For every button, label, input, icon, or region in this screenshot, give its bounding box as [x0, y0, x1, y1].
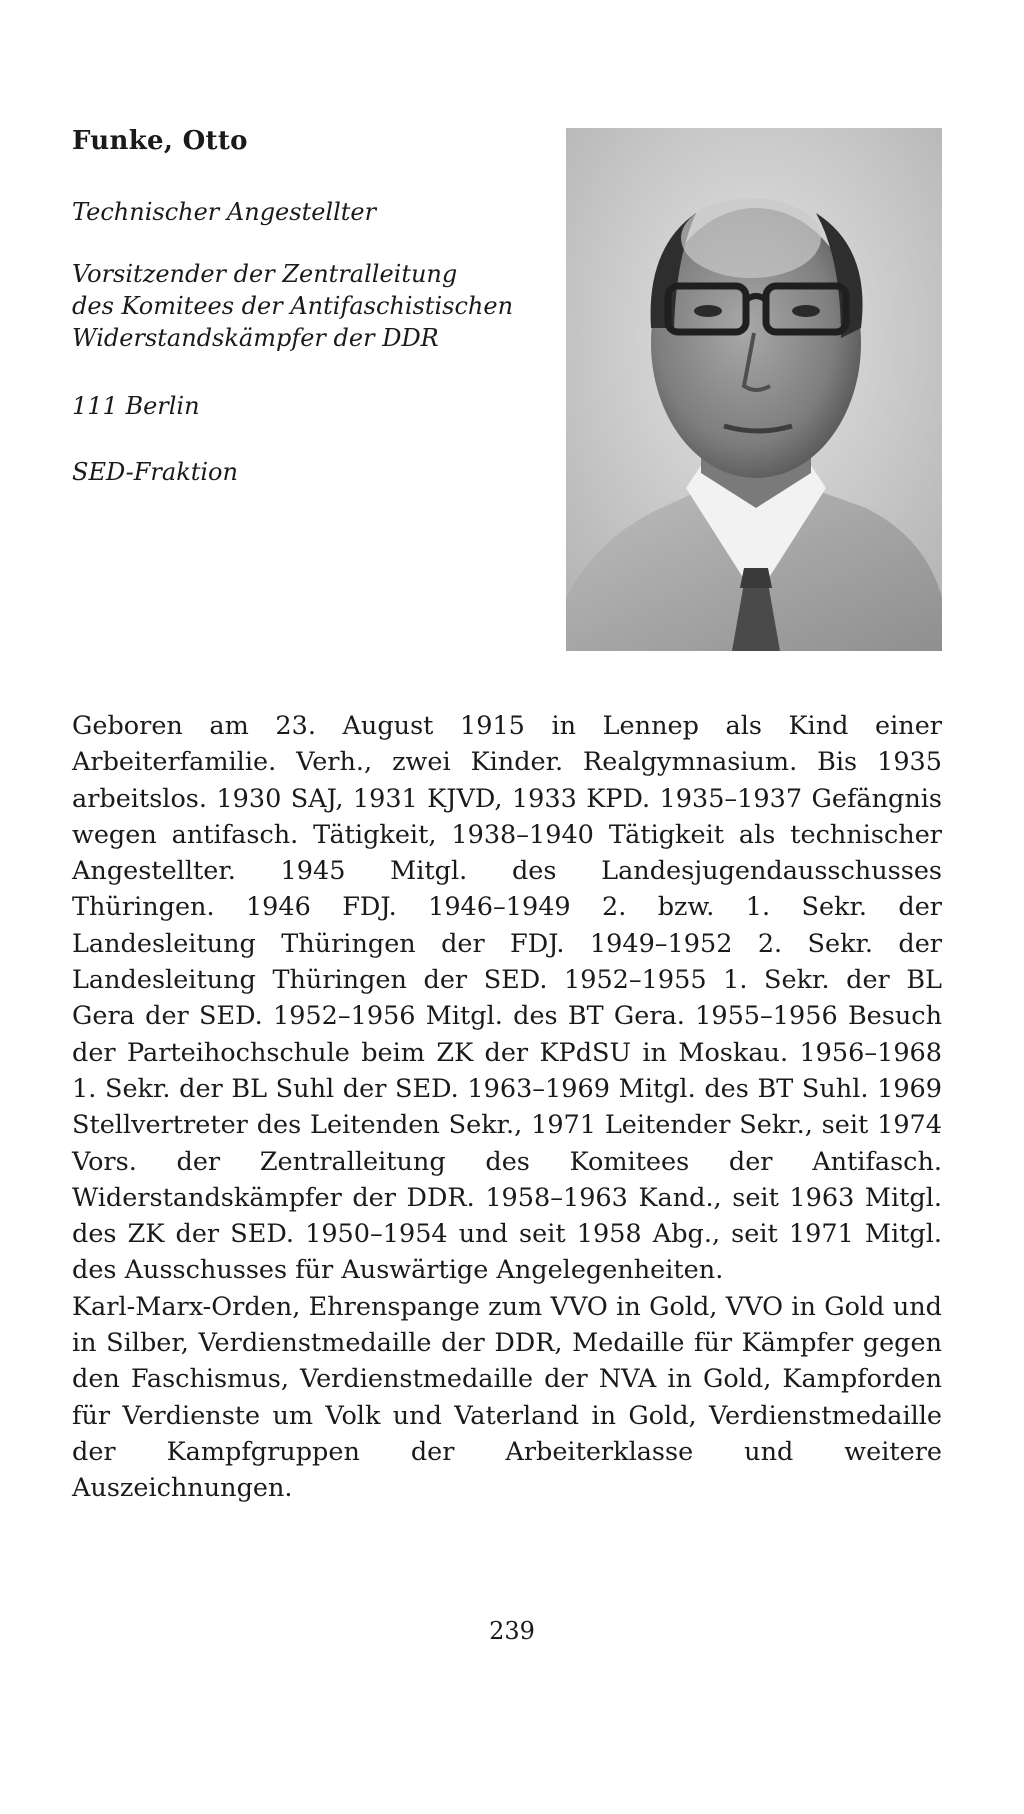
function-line: des Komitees der Antifaschistischen	[72, 292, 514, 320]
function-line: Widerstandskämpfer der DDR	[72, 324, 439, 352]
eye-left	[694, 305, 722, 317]
person-name: Funke, Otto	[72, 126, 248, 156]
location-text: 111 Berlin	[72, 392, 200, 420]
eye-right	[792, 305, 820, 317]
faction-text: SED-Fraktion	[72, 458, 238, 486]
function-line: Vorsitzender der Zentralleitung	[72, 260, 458, 288]
awards-paragraph: Karl-Marx-Orden, Ehrenspange zum VVO in Gold, VVO in Gold und in Silber, Verdienstmedaille der DDR, Medaille für Kämpfer gegen den Faschismus, Verdienstmedaille der NVA in Gold, Kampforden für Verdienste um Volk und Vaterland in Gold, Verdienstmedaille der Kampfgruppen der Arbeiterklasse und weitere Auszeichnungen.	[72, 1291, 942, 1504]
biography-paragraph: Geboren am 23. August 1915 in Lennep als Kind einer Arbeiterfamilie. Verh., zwei Kinder. Realgymnasium. Bis 1935 arbeitslos. 1930 SAJ, 1931 KJVD, 1933 KPD. 1935–1937 Gefängnis wegen antifasch. Tätigkeit, 1938–1940 Tätigkeit als technischer Angestellter. 1945 Mitgl. des Landesjugendausschusses Thüringen. 1946 FDJ. 1946–1949 2. bzw. 1. Sekr. der Landesleitung Thüringen der FDJ. 1949–1952 2. Sekr. der Landesleitung Thüringen der SED. 1952–1955 1. Sekr. der BL Gera der SED. 1952–1956 Mitgl. des BT Gera. 1955–1956 Besuch der Parteihochschule beim ZK der KPdSU in Moskau. 1956–1968 1. Sekr. der BL Suhl der SED. 1963–1969 Mitgl. des BT Suhl. 1969 Stellvertreter des Leitenden Sekr., 1971 Leitender Sekr., seit 1974 Vors. der Zentralleitung des Komitees der Antifasch. Widerstandskämpfer der DDR. 1958–1963 Kand., seit 1963 Mitgl. des ZK der SED. 1950–1954 und seit 1958 Abg., seit 1971 Mitgl. des Ausschusses für Auswärtige Angelegenheiten.	[72, 711, 942, 1286]
forehead-highlight	[681, 198, 821, 278]
portrait-photo	[566, 128, 942, 651]
tie-knot	[740, 568, 772, 588]
page-number: 239	[489, 1617, 535, 1645]
biography-text	[72, 708, 942, 1507]
function-block	[72, 258, 513, 354]
location	[72, 390, 200, 422]
occupation	[72, 196, 376, 228]
faction	[72, 456, 238, 488]
occupation-text: Technischer Angestellter	[72, 198, 377, 226]
